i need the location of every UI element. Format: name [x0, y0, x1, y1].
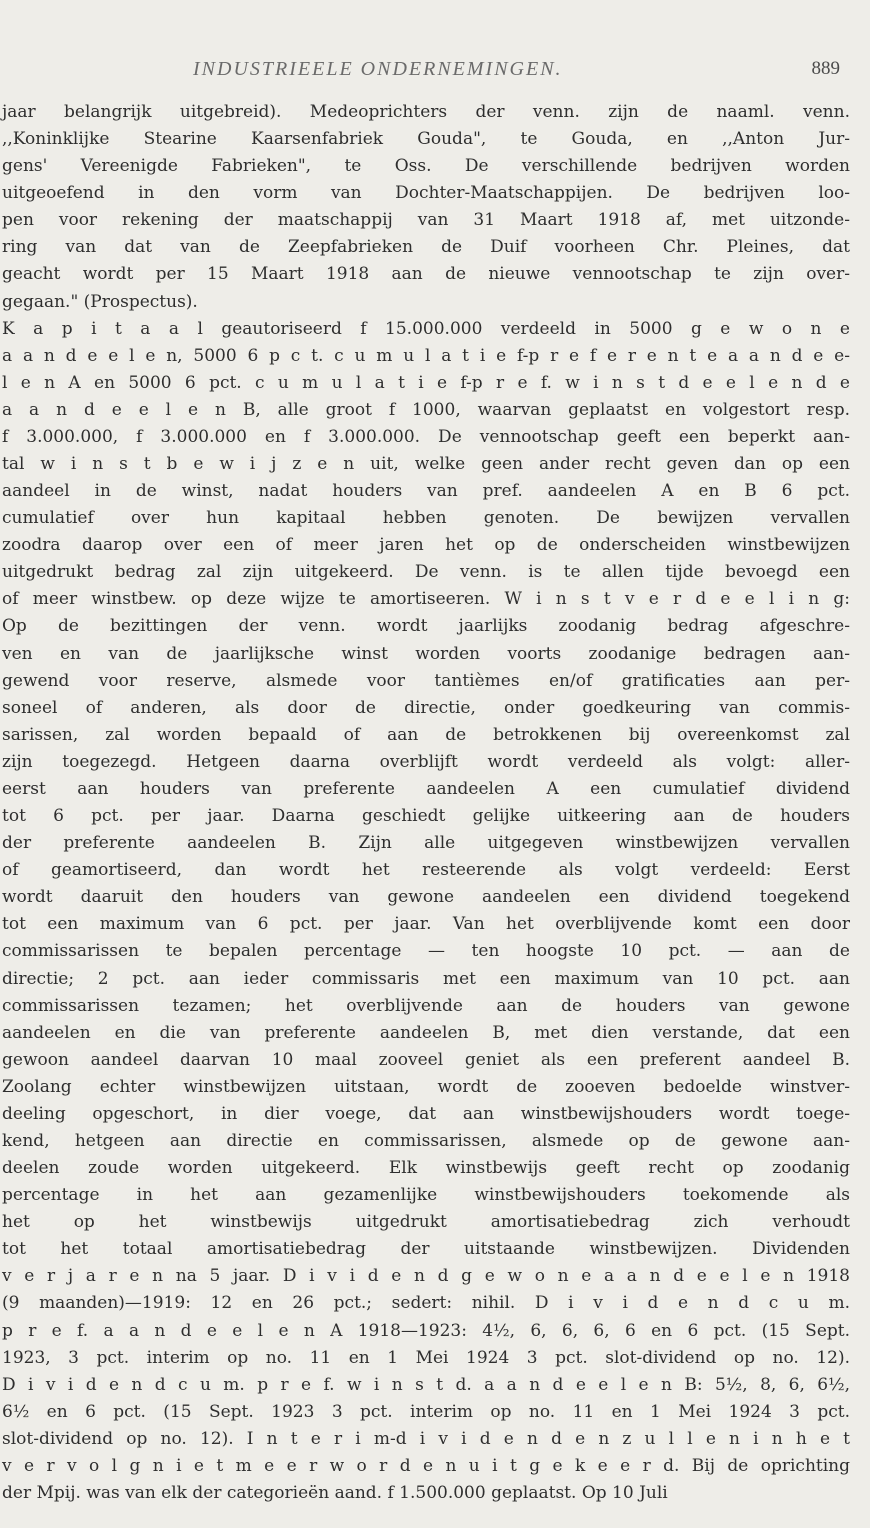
text-line: eerst aan houders van preferente aandeelen A een cumulatief dividend — [2, 778, 850, 799]
text-line: gewoon aandeel daarvan 10 maal zooveel geniet als een preferent aandeel B. — [2, 1049, 850, 1070]
running-header — [0, 58, 870, 88]
text-line: a a n d e e l e n, 5000 6 p c t. c u m u l a t i e f-p r e f e r e n t e a a n d e e- — [2, 345, 850, 366]
text-line: sarissen, zal worden bepaald of aan de betrokkenen bij overeenkomst zal — [2, 724, 850, 745]
text-line: Zoolang echter winstbewijzen uitstaan, wordt de zooeven bedoelde winstver- — [2, 1076, 850, 1097]
text-line: deeling opgeschort, in dier voege, dat aan winstbewijshouders wordt toege- — [2, 1103, 850, 1124]
text-line: p r e f. a a n d e e l e n A 1918—1923: 4½, 6, 6, 6, 6 en 6 pct. (15 Sept. — [2, 1320, 850, 1341]
text-line: der preferente aandeelen B. Zijn alle uitgegeven winstbewijzen vervallen — [2, 833, 850, 854]
text-line: jaar belangrijk uitgebreid). Medeoprichters der venn. zijn de naaml. venn. — [2, 102, 850, 122]
text-line: gegaan." (Prospectus). — [2, 291, 198, 312]
text-line: slot-dividend op no. 12). I n t e r i m-d i v i d e n d e n z u l l e n i n h e t — [2, 1428, 850, 1449]
text-line: uitgeoefend in den vorm van Dochter-Maatschappijen. De bedrijven loo- — [2, 183, 850, 204]
text-line: a a n d e e l e n B, alle groot f 1000, waarvan geplaatst en volgestort resp. — [2, 399, 850, 420]
text-line: tot een maximum van 6 pct. per jaar. Van het overblijvende komt een door — [2, 914, 850, 935]
text-line: tal w i n s t b e w i j z e n uit, welke geen ander recht geven dan op een — [2, 454, 850, 475]
text-line: directie; 2 pct. aan ieder commissaris met een maximum van 10 pct. aan — [2, 968, 850, 989]
text-line: tot 6 pct. per jaar. Daarna geschiedt gelijke uitkeering aan de houders — [2, 806, 850, 827]
text-line: 6½ en 6 pct. (15 Sept. 1923 3 pct. interim op no. 11 en 1 Mei 1924 3 pct. — [2, 1401, 850, 1422]
text-line: aandeel in de winst, nadat houders van pref. aandeelen A en B 6 pct. — [2, 481, 850, 502]
text-line: K a p i t a a l geautoriseerd f 15.000.000 verdeeld in 5000 g e w o n e — [2, 318, 850, 339]
text-line: of geamortiseerd, dan wordt het resteerende als volgt verdeeld: Eerst — [2, 860, 850, 881]
text-line: deelen zoude worden uitgekeerd. Elk winstbewijs geeft recht op zoodanig — [2, 1158, 850, 1179]
text-line: uitgedrukt bedrag zal zijn uitgekeerd. De venn. is te allen tijde bevoegd een — [2, 562, 850, 583]
text-line: v e r v o l g n i e t m e e r w o r d e n u i t g e k e e r d. Bij de oprichting — [2, 1455, 850, 1476]
text-line: percentage in het aan gezamenlijke winstbewijshouders toekomende als — [2, 1185, 850, 1206]
text-line: gewend voor reserve, alsmede voor tantièmes en/of gratificaties aan per- — [2, 670, 850, 691]
text-line: commissarissen tezamen; het overblijvende aan de houders van gewone — [2, 995, 850, 1016]
text-line: f 3.000.000, f 3.000.000 en f 3.000.000. De vennootschap geeft een beperkt aan- — [2, 426, 850, 447]
text-line: ring van dat van de Zeepfabrieken de Duif voorheen Chr. Pleines, dat — [2, 237, 850, 258]
text-line: v e r j a r e n na 5 jaar. D i v i d e n d g e w o n e a a n d e e l e n 1918 — [2, 1266, 850, 1287]
text-line: soneel of anderen, als door de directie, onder goedkeuring van commis- — [2, 697, 850, 718]
text-line: ,,Koninklijke Stearine Kaarsenfabriek Gouda", te Gouda, en ,,Anton Jur- — [2, 129, 850, 150]
text-line: zoodra daarop over een of meer jaren het op de onderscheiden winstbewijzen — [2, 535, 850, 556]
running-title: INDUSTRIEELE ONDERNEMINGEN. — [193, 58, 563, 80]
text-line: tot het totaal amortisatiebedrag der uitstaande winstbewijzen. Dividenden — [2, 1239, 850, 1260]
text-line: D i v i d e n d c u m. p r e f. w i n s t d. a a n d e e l e n B: 5½, 8, 6, 6½, — [2, 1374, 850, 1395]
body-text — [0, 99, 850, 1507]
text-line: of meer winstbew. op deze wijze te amortiseeren. W i n s t v e r d e e l i n g: — [2, 589, 850, 610]
text-line: cumulatief over hun kapitaal hebben genoten. De bewijzen vervallen — [2, 508, 850, 529]
text-line: gens' Vereenigde Fabrieken", te Oss. De verschillende bedrijven worden — [2, 156, 850, 177]
text-line: 1923, 3 pct. interim op no. 11 en 1 Mei 1924 3 pct. slot-dividend op no. 12). — [2, 1347, 850, 1368]
text-line: het op het winstbewijs uitgedrukt amortisatiebedrag zich verhoudt — [2, 1212, 850, 1233]
text-line: aandeelen en die van preferente aandeelen B, met dien verstande, dat een — [2, 1022, 850, 1043]
text-line: der Mpij. was van elk der categorieën aand. f 1.500.000 geplaatst. Op 10 Juli — [2, 1482, 668, 1503]
text-line: commissarissen te bepalen percentage — ten hoogste 10 pct. — aan de — [2, 941, 850, 962]
text-line: kend, hetgeen aan directie en commissarissen, alsmede op de gewone aan- — [2, 1130, 850, 1151]
page-number: 889 — [811, 58, 840, 79]
text-line: ven en van de jaarlijksche winst worden voorts zoodanige bedragen aan- — [2, 643, 850, 664]
text-line: Op de bezittingen der venn. wordt jaarlijks zoodanig bedrag afgeschre- — [2, 616, 850, 637]
text-line: (9 maanden)—1919: 12 en 26 pct.; sedert: nihil. D i v i d e n d c u m. — [2, 1293, 850, 1314]
text-line: zijn toegezegd. Hetgeen daarna overblijft wordt verdeeld als volgt: aller- — [2, 751, 850, 772]
text-line: geacht wordt per 15 Maart 1918 aan de nieuwe vennootschap te zijn over- — [2, 264, 850, 285]
text-line: l e n A en 5000 6 pct. c u m u l a t i e f-p r e f. w i n s t d e e l e n d e — [2, 372, 850, 393]
text-line: wordt daaruit den houders van gewone aandeelen een dividend toegekend — [2, 887, 850, 908]
text-line: pen voor rekening der maatschappij van 31 Maart 1918 af, met uitzonde- — [2, 210, 850, 231]
